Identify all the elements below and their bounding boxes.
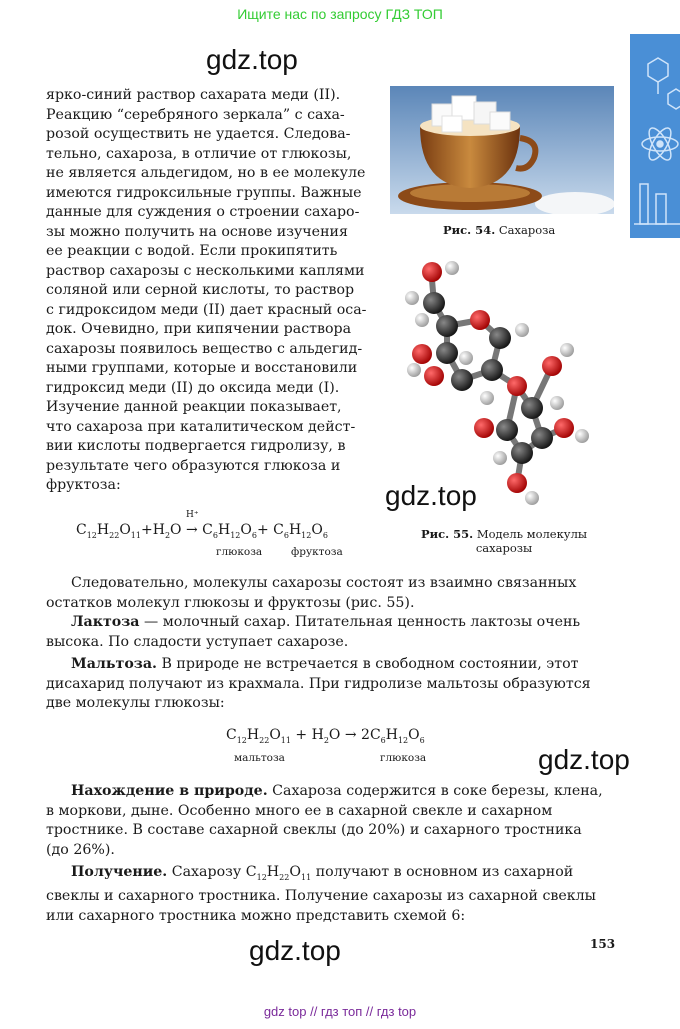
paragraph-production <box>46 863 616 926</box>
figure-caption: Модель молекулы <box>476 527 588 541</box>
text-line: Следовательно, молекулы сахарозы состоят из взаимно связанных <box>71 575 577 591</box>
text-line: в моркови, дыне. Особенно много ее в сахарной свекле и сахарном <box>46 802 553 819</box>
watermark: gdz.top <box>538 744 630 775</box>
text-line: ее реакции с водой. Если прокипятить <box>46 243 338 259</box>
term-maltose: Мальтоза. <box>71 656 157 672</box>
equation-sucrose-hydrolysis: $C_{12}H_{22}O_{11}+H_2O$ H⁺ → $C_6H_{12}O_6+ C_6H_{12}O_6$ <box>76 510 328 540</box>
text-line: или сахарного тростника можно представить схемой 6: <box>46 907 466 924</box>
text-line: свеклы и сахарного тростника. Получение сахарозы из сахарной свеклы <box>46 888 596 905</box>
sucrose-formula: $C_{12}H_{22}O_{11}$ <box>245 864 312 882</box>
text-line: гидроксид меди (II) до оксида меди (I). <box>46 379 340 396</box>
watermark: gdz.top <box>249 935 341 966</box>
text-line: В природе не встречается в свободном состоянии, этот <box>156 656 579 672</box>
catalyst-label: H⁺ <box>185 510 199 520</box>
text-line: не является альдегидом, но в ее молекуле <box>46 165 366 181</box>
text-line: тростнике. В составе сахарной свеклы (до 20%) и сахарного тростника <box>46 822 582 838</box>
equation-maltose-hydrolysis: $C_{12}H_{22}O_{11} + H_2O \to 2C_6H_{12}O_6$ <box>226 727 425 745</box>
text-line: (до 26%). <box>46 841 115 858</box>
text-line: соляной или серной кислоты, то раствор <box>46 282 355 298</box>
chapter-side-tab <box>630 34 680 238</box>
text-line: зы можно получить на основе изучения <box>46 223 348 240</box>
term-nature: Нахождение в природе. <box>71 783 268 799</box>
page-number: 153 <box>590 937 616 951</box>
text-line: данные для суждения о строении сахаро- <box>46 204 360 220</box>
top-banner[interactable]: Ищите нас по запросу ГДЗ ТОП <box>237 6 443 22</box>
text-line: Реакцию “серебряного зеркала” с саха- <box>46 106 345 123</box>
equation-label: глюкоза <box>216 546 263 558</box>
text-line: высока. По сладости уступает сахарозе. <box>46 633 349 650</box>
text-line: розой осуществить не удается. Следова- <box>46 126 351 142</box>
equation-label: фруктоза <box>291 546 343 558</box>
text-line: что сахароза при каталитическом дейст- <box>46 418 356 435</box>
equation-label: глюкоза <box>380 752 427 764</box>
text-line: Изучение данной реакции показывает, <box>46 399 342 415</box>
text-line: док. Очевидно, при кипячении раствора <box>46 321 352 337</box>
equation-label: мальтоза <box>234 752 285 764</box>
text-line: Сахароза содержится в соке березы, клена, <box>267 783 603 799</box>
watermark: gdz.top <box>385 480 477 511</box>
science-icon <box>630 34 680 238</box>
text-line: Сахарозу <box>167 864 246 880</box>
text-line: результате чего образуются глюкоза и <box>46 457 341 474</box>
text-line: дисахарид получают из крахмала. При гидролизе мальтозы образуются <box>46 675 591 692</box>
text-line: имеются гидроксильные группы. Важные <box>46 184 362 201</box>
figure-label: Рис. 55. <box>420 527 474 541</box>
paragraph-lactose <box>46 613 616 652</box>
figure-caption: сахарозы <box>475 541 533 555</box>
figure-54-image <box>390 86 614 214</box>
footer-links[interactable]: gdz top // гдз топ // гдз top <box>263 1004 417 1019</box>
text-line: ными группами, которые и восстановили <box>46 360 358 376</box>
text-line: фруктоза: <box>46 477 121 493</box>
figure-55-caption <box>414 527 594 555</box>
left-column-text <box>46 86 376 496</box>
watermark: gdz.top <box>206 44 298 75</box>
paragraph-maltose <box>46 655 616 714</box>
text-line: — молочный сахар. Питательная ценность лактозы очень <box>139 614 581 630</box>
term-production: Получение. <box>71 864 168 880</box>
figure-54-caption <box>443 223 555 237</box>
text-line: тельно, сахароза, в отличие от глюкозы, <box>46 145 352 162</box>
text-line: сахарозы появилось вещество с альдегид- <box>46 340 363 357</box>
text-line: две молекулы глюкозы: <box>46 695 225 711</box>
text-line: получают в основном из сахарной <box>311 864 574 880</box>
paragraph-nature <box>46 782 616 860</box>
paragraph-sucrose-structure <box>46 574 616 613</box>
term-lactose: Лактоза <box>71 614 140 630</box>
text-line: остатков молекул глюкозы и фруктозы (рис. 55). <box>46 594 415 611</box>
figure-caption: Сахароза <box>498 223 556 237</box>
text-line: с гидроксидом меди (II) дает красный оса- <box>46 301 367 318</box>
figure-label: Рис. 54. <box>443 223 496 237</box>
text-line: ярко-синий раствор сахарата меди (II). <box>46 87 341 103</box>
text-line: раствор сахарозы с несколькими каплями <box>46 262 365 279</box>
text-line: вии кислоты подвергается гидролизу, в <box>46 438 346 454</box>
figure-55-molecule <box>392 258 602 508</box>
